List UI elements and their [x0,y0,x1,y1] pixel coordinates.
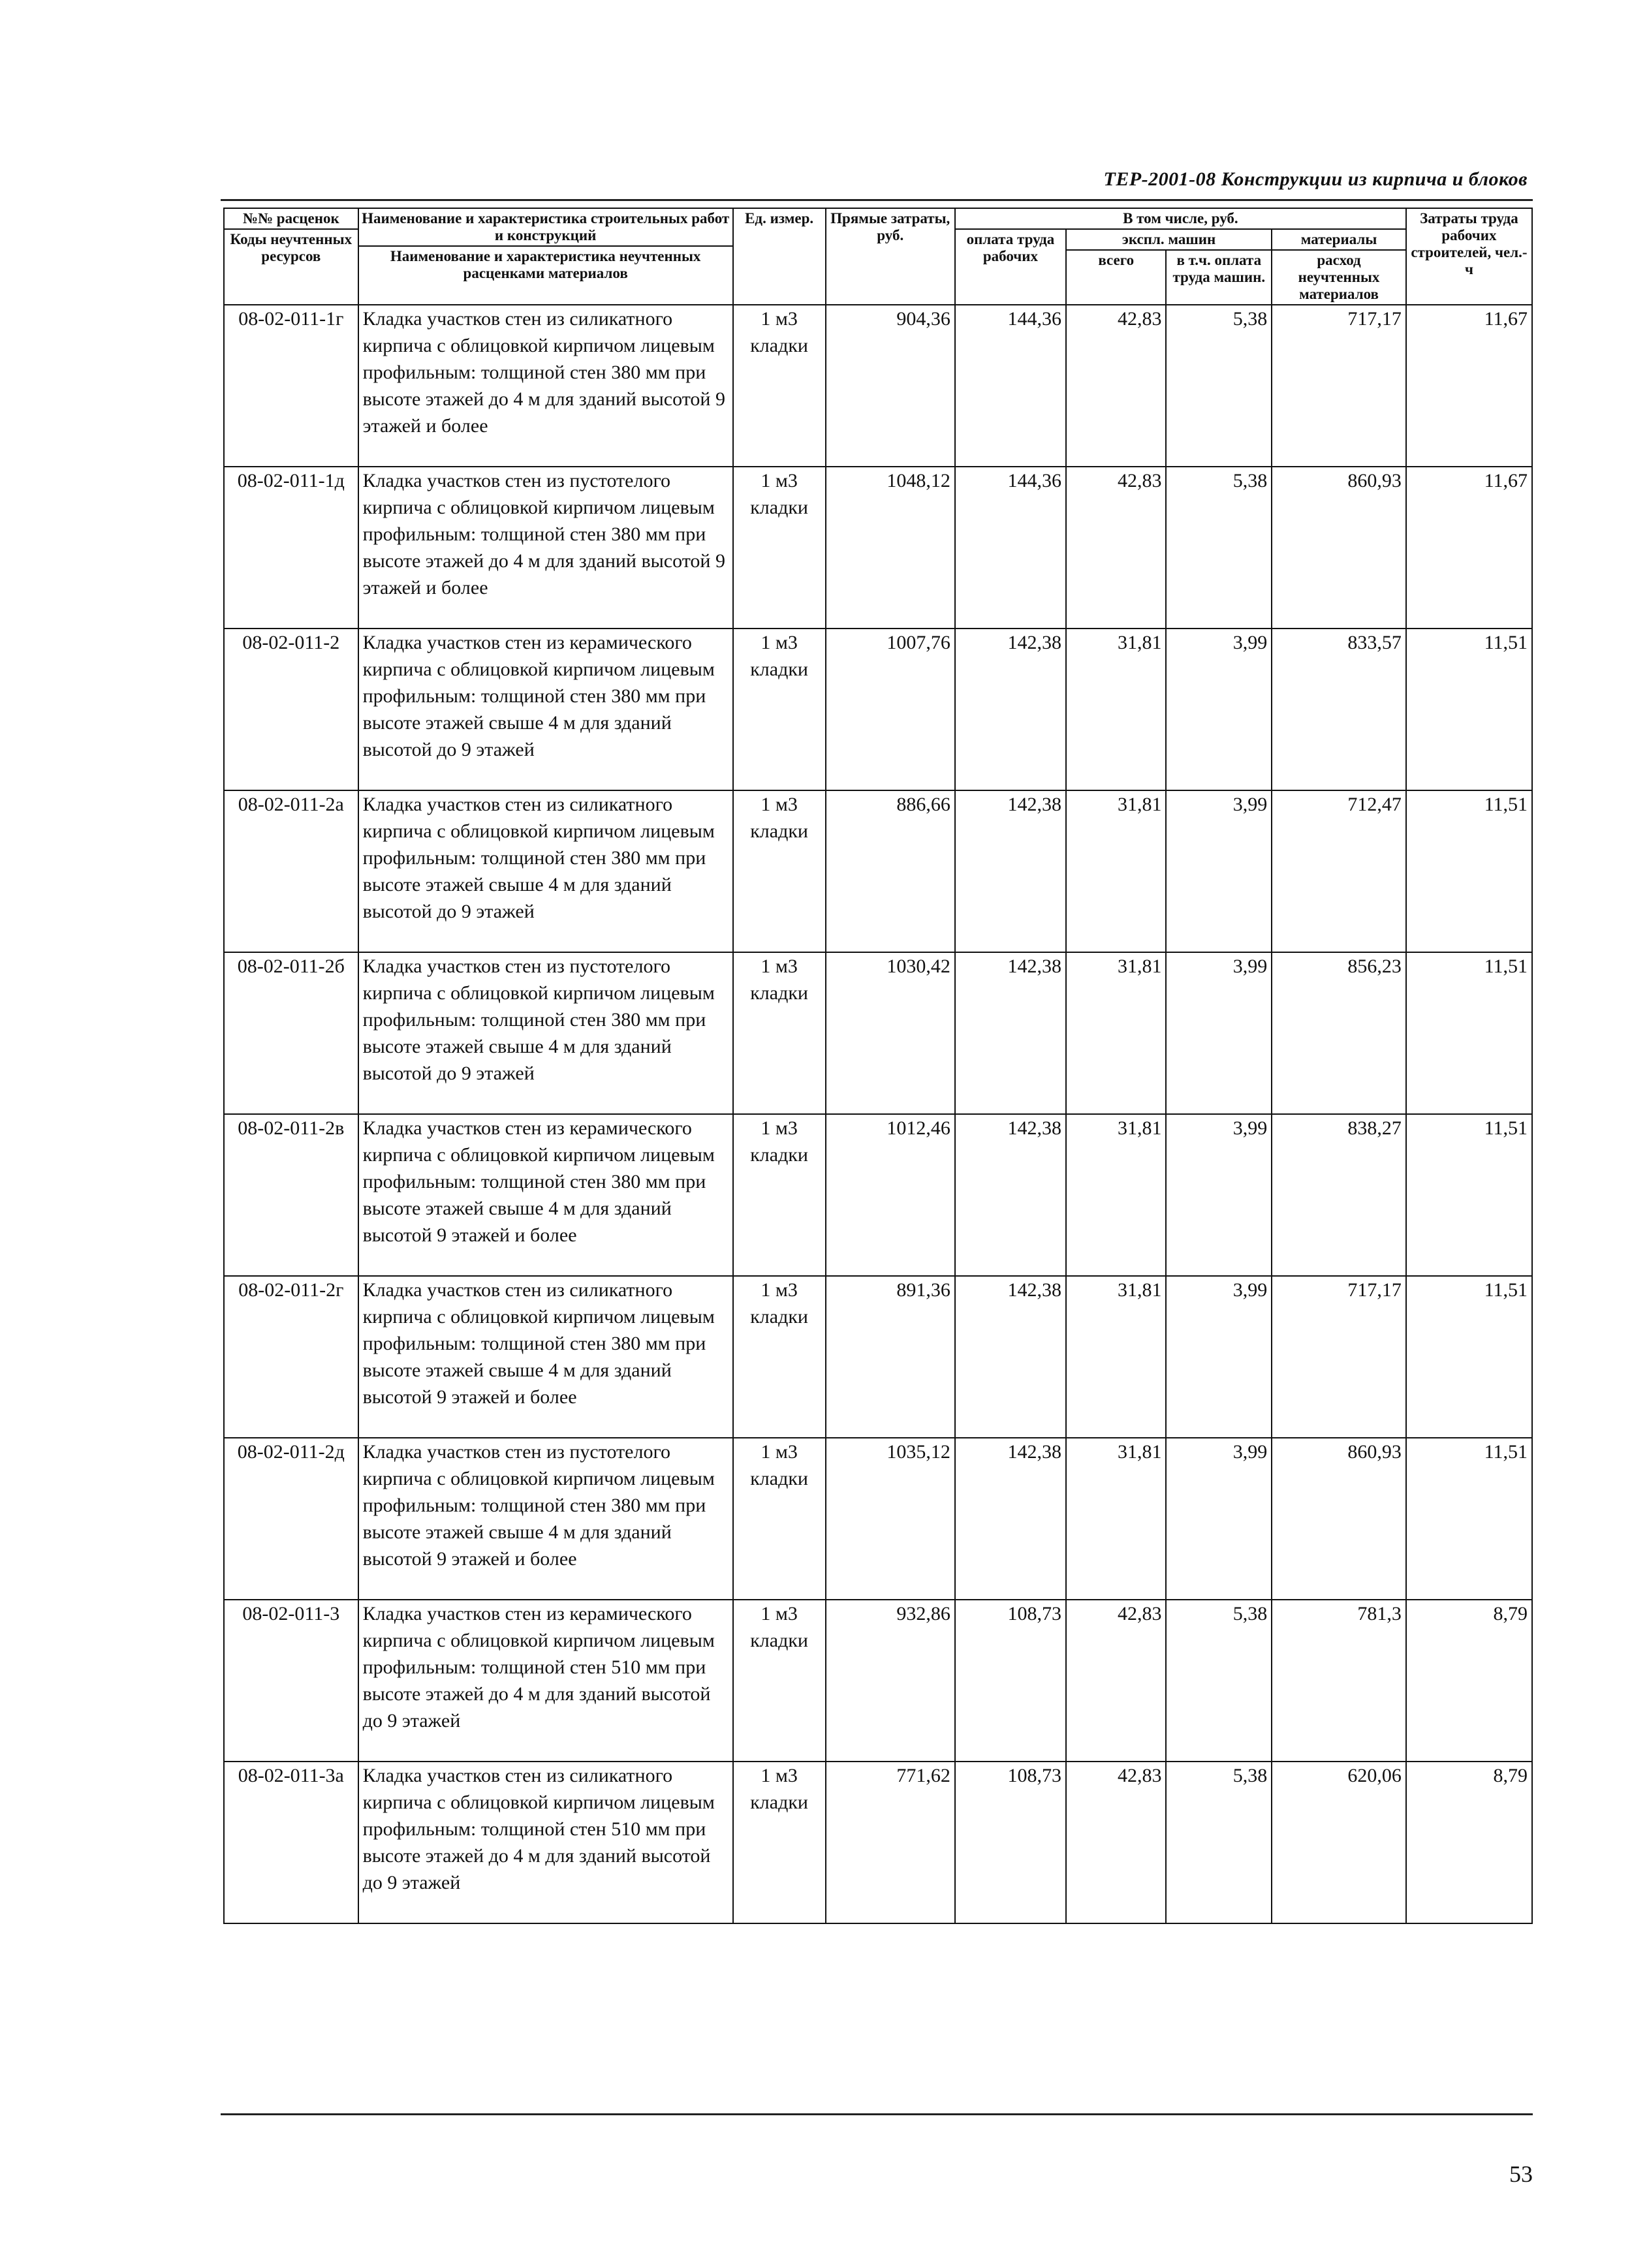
rate-labor-pay: 142,38 [955,1114,1066,1276]
rate-direct: 886,66 [826,790,955,952]
rate-labor-pay: 142,38 [955,1276,1066,1438]
rate-machines-total: 42,83 [1066,1600,1166,1762]
rate-code: 08-02-011-1д [224,467,358,629]
rate-machines-total: 31,81 [1066,1276,1166,1438]
rate-materials: 833,57 [1272,629,1406,790]
rate-direct: 1030,42 [826,952,955,1114]
rate-machines-pay: 3,99 [1166,790,1272,952]
rate-name: Кладка участков стен из силикатного кирпича с облицовкой кирпичом лицевым профильным: толщиной стен 510 мм при высоте этажей до 4 м для зданий высотой до 9 этажей [358,1762,733,1923]
rate-labor-pay: 144,36 [955,305,1066,467]
table-row [224,467,1532,629]
rate-name: Кладка участков стен из силикатного кирпича с облицовкой кирпичом лицевым профильным: толщиной стен 380 мм при высоте этажей до 4 м для зданий высотой 9 этажей и более [358,305,733,467]
rate-machines-total: 42,83 [1066,467,1166,629]
rate-labor-pay: 144,36 [955,467,1066,629]
rate-direct: 1012,46 [826,1114,955,1276]
rate-materials: 781,3 [1272,1600,1406,1762]
rates-table [223,208,1533,1924]
rate-labor-costs: 11,67 [1406,305,1532,467]
rate-code: 08-02-011-2б [224,952,358,1114]
table-row [224,952,1532,1114]
rate-machines-total: 31,81 [1066,790,1166,952]
rate-materials: 856,23 [1272,952,1406,1114]
header-including: В том числе, руб. [955,208,1406,229]
rate-name: Кладка участков стен из пустотелого кирпича с облицовкой кирпичом лицевым профильным: толщиной стен 380 мм при высоте этажей до 4 м для зданий высотой 9 этажей и более [358,467,733,629]
header-code-top: №№ расценок [242,210,339,226]
rate-code: 08-02-011-1г [224,305,358,467]
rate-direct: 1048,12 [826,467,955,629]
rate-materials: 860,93 [1272,467,1406,629]
rate-unit: 1 м3 кладки [733,467,826,629]
rate-code: 08-02-011-2а [224,790,358,952]
rate-code: 08-02-011-2д [224,1438,358,1600]
rate-direct: 891,36 [826,1276,955,1438]
rate-labor-costs: 11,51 [1406,952,1532,1114]
rate-labor-costs: 11,51 [1406,1276,1532,1438]
rate-machines-pay: 5,38 [1166,1600,1272,1762]
rate-code: 08-02-011-3а [224,1762,358,1923]
rate-machines-pay: 5,38 [1166,467,1272,629]
rate-machines-total: 31,81 [1066,952,1166,1114]
rate-materials: 838,27 [1272,1114,1406,1276]
rate-unit: 1 м3 кладки [733,790,826,952]
rate-labor-pay: 108,73 [955,1762,1066,1923]
rate-direct: 932,86 [826,1600,955,1762]
rate-unit: 1 м3 кладки [733,1114,826,1276]
rate-materials: 712,47 [1272,790,1406,952]
table-row [224,1600,1532,1762]
rate-name: Кладка участков стен из силикатного кирпича с облицовкой кирпичом лицевым профильным: толщиной стен 380 мм при высоте этажей свыше 4 м для зданий высотой до 9 этажей [358,790,733,952]
rate-labor-pay: 108,73 [955,1600,1066,1762]
header-labor-pay: оплата труда рабочих [955,229,1066,305]
table-row [224,790,1532,952]
rate-machines-pay: 3,99 [1166,629,1272,790]
rate-machines-total: 42,83 [1066,305,1166,467]
rate-machines-total: 31,81 [1066,629,1166,790]
rate-machines-total: 31,81 [1066,1438,1166,1600]
rate-name: Кладка участков стен из силикатного кирпича с облицовкой кирпичом лицевым профильным: толщиной стен 380 мм при высоте этажей свыше 4 м для зданий высотой 9 этажей и более [358,1276,733,1438]
rate-labor-costs: 11,51 [1406,629,1532,790]
rate-name: Кладка участков стен из пустотелого кирпича с облицовкой кирпичом лицевым профильным: толщиной стен 380 мм при высоте этажей свыше 4 м для зданий высотой 9 этажей и более [358,1438,733,1600]
rate-labor-costs: 8,79 [1406,1600,1532,1762]
table-row [224,1762,1532,1923]
rate-name: Кладка участков стен из керамического кирпича с облицовкой кирпичом лицевым профильным: толщиной стен 510 мм при высоте этажей до 4 м для зданий высотой до 9 этажей [358,1600,733,1762]
rate-code: 08-02-011-3 [224,1600,358,1762]
header-materials-sub: расход неучтенных материалов [1272,250,1406,305]
rate-unit: 1 м3 кладки [733,1276,826,1438]
rate-machines-pay: 3,99 [1166,952,1272,1114]
rate-direct: 771,62 [826,1762,955,1923]
header-name [358,208,733,305]
rate-direct: 1035,12 [826,1438,955,1600]
rate-unit: 1 м3 кладки [733,629,826,790]
header-unit: Ед. измер. [733,208,826,305]
rate-machines-pay: 3,99 [1166,1438,1272,1600]
rate-labor-pay: 142,38 [955,790,1066,952]
rate-materials: 717,17 [1272,1276,1406,1438]
page-header-title: ТЕР-2001-08 Конструкции из кирпича и блоков [1103,168,1528,190]
rate-code: 08-02-011-2г [224,1276,358,1438]
rate-materials: 717,17 [1272,305,1406,467]
rate-unit: 1 м3 кладки [733,952,826,1114]
header-labor-costs: Затраты труда рабочих строителей, чел.-ч [1406,208,1532,305]
header-machines-total: всего [1066,250,1166,305]
rate-labor-pay: 142,38 [955,629,1066,790]
rate-labor-costs: 11,51 [1406,1114,1532,1276]
rate-machines-pay: 5,38 [1166,305,1272,467]
header-rule [221,199,1533,201]
table-row [224,305,1532,467]
rate-code: 08-02-011-2 [224,629,358,790]
rate-labor-costs: 11,67 [1406,467,1532,629]
rate-unit: 1 м3 кладки [733,1600,826,1762]
rate-materials: 860,93 [1272,1438,1406,1600]
header-name-bottom: Наименование и характеристика неучтенных расценками материалов [359,245,732,282]
rate-materials: 620,06 [1272,1762,1406,1923]
rate-name: Кладка участков стен из керамического кирпича с облицовкой кирпичом лицевым профильным: толщиной стен 380 мм при высоте этажей свыше 4 м для зданий высотой до 9 этажей [358,629,733,790]
rate-name: Кладка участков стен из керамического кирпича с облицовкой кирпичом лицевым профильным: толщиной стен 380 мм при высоте этажей свыше 4 м для зданий высотой 9 этажей и более [358,1114,733,1276]
rate-unit: 1 м3 кладки [733,1438,826,1600]
table-row [224,1276,1532,1438]
header-code-bottom: Коды неучтенных ресурсов [225,228,358,265]
rate-unit: 1 м3 кладки [733,305,826,467]
rate-labor-costs: 8,79 [1406,1762,1532,1923]
table-body [224,305,1532,1923]
rate-direct: 1007,76 [826,629,955,790]
header-materials: материалы [1272,229,1406,250]
page-number: 53 [1509,2161,1533,2187]
rate-code: 08-02-011-2в [224,1114,358,1276]
rate-labor-costs: 11,51 [1406,1438,1532,1600]
rate-direct: 904,36 [826,305,955,467]
table-row [224,1438,1532,1600]
rate-labor-costs: 11,51 [1406,790,1532,952]
rate-machines-pay: 5,38 [1166,1762,1272,1923]
header-direct-costs: Прямые затраты, руб. [826,208,955,305]
rate-name: Кладка участков стен из пустотелого кирпича с облицовкой кирпичом лицевым профильным: толщиной стен 380 мм при высоте этажей свыше 4 м для зданий высотой до 9 этажей [358,952,733,1114]
header-machines-pay: в т.ч. оплата труда машин. [1166,250,1272,305]
rate-labor-pay: 142,38 [955,1438,1066,1600]
rate-unit: 1 м3 кладки [733,1762,826,1923]
header-code [224,208,358,305]
rate-machines-total: 42,83 [1066,1762,1166,1923]
table-head [224,208,1532,305]
rate-machines-pay: 3,99 [1166,1114,1272,1276]
rate-machines-total: 31,81 [1066,1114,1166,1276]
table-row [224,1114,1532,1276]
rate-machines-pay: 3,99 [1166,1276,1272,1438]
header-name-top: Наименование и характеристика строительных работ и конструкций [362,210,730,243]
rate-labor-pay: 142,38 [955,952,1066,1114]
table-row [224,629,1532,790]
footer-rule [221,2113,1533,2115]
header-machines: экспл. машин [1066,229,1272,250]
